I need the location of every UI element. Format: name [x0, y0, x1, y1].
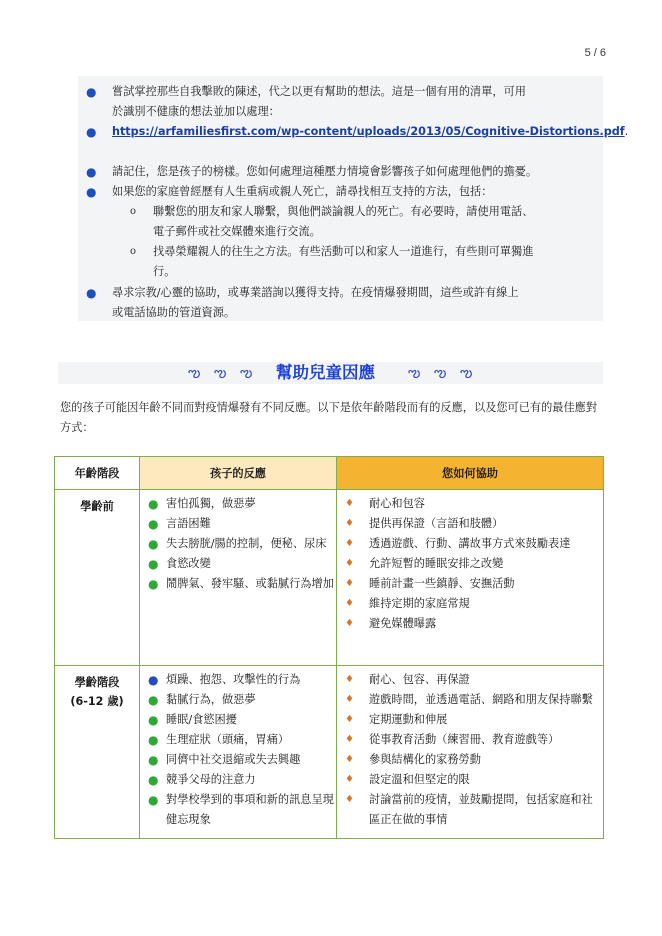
tip-item: 嘗試掌控那些自我擊敗的陳述，代之以更有幫助的想法。這是一個有用的清單，可用: [112, 85, 526, 98]
age-cell: [55, 666, 140, 839]
circle-bullet-icon: o: [130, 206, 137, 217]
ornament-icon: ఌ: [408, 365, 421, 381]
list-item: ● 同儕中社交退縮或失去興趣: [140, 750, 336, 770]
age-range-label: (6-12 歲): [70, 695, 124, 708]
diamond-bullet-icon: ♦: [345, 538, 354, 549]
list-item: ♦ 透過遊戲、行動、講故事方式來鼓勵表達: [337, 534, 603, 554]
ornament-icon: ఌ: [188, 365, 201, 381]
ornament-icon: ఌ: [460, 365, 473, 381]
list-item: ♦ 避免媒體曝露: [337, 614, 603, 634]
header-reactions: 孩子的反應: [140, 457, 337, 490]
intro-paragraph: 您的孩子可能因年齡不同而對疫情爆發有不同反應。以下是依年齡階段而有的反應，以及您可已有的最佳應對方式：: [60, 401, 598, 434]
list-item: ♦ 提供再保證（言語和肢體）: [337, 514, 603, 534]
age-label: 學齡前: [80, 499, 114, 513]
diamond-bullet-icon: ♦: [345, 754, 354, 765]
list-item: ● 鬧脾氣、發牢騷、或黏膩行為增加: [140, 574, 336, 594]
reactions-cell: [140, 490, 337, 666]
table-row: [55, 490, 604, 666]
tip-subitem-cont: 電子郵件或社交媒體來進行交流。: [153, 225, 321, 238]
list-item: ● 食慾改變: [140, 554, 336, 574]
list-item: ♦ 參與結構化的家務勞動: [337, 750, 603, 770]
list-item: ♦ 耐心、包容、再保證: [337, 670, 603, 690]
diamond-bullet-icon: ♦: [345, 518, 354, 529]
link-period: .: [624, 125, 629, 138]
list-item: ● 害怕孤獨，做惡夢: [140, 494, 336, 514]
header-help: 您如何協助: [337, 457, 604, 490]
tip-subitem: 聯繫您的朋友和家人聯繫，與他們談論親人的死亡。有必要時，請使用電話、: [153, 205, 534, 218]
bullet-icon: ●: [86, 286, 97, 300]
page-number: 5 / 6: [584, 47, 606, 59]
cognitive-distortions-link[interactable]: https://arfamiliesfirst.com/wp-content/uploads/2013/05/Cognitive-Distortions.pdf: [112, 125, 625, 138]
help-cell: [337, 490, 604, 666]
age-cell: [55, 490, 140, 666]
diamond-bullet-icon: ♦: [345, 734, 354, 745]
list-item: ♦ 耐心和包容: [337, 494, 603, 514]
tip-item: 尋求宗教/心靈的協助，或專業諮詢以獲得支持。在疫情爆發期間，這些或許有線上: [112, 286, 519, 299]
age-label: 學齡階段: [74, 675, 120, 689]
bullet-icon: ●: [148, 693, 159, 707]
diamond-bullet-icon: ♦: [345, 618, 354, 629]
list-item: ● 睡眠/食慾困擾: [140, 710, 336, 730]
table-row: [55, 666, 604, 839]
list-item: ♦ 允許短暫的睡眠安排之改變: [337, 554, 603, 574]
list-item: ● 對學校學到的事項和新的訊息呈現健忘現象: [140, 790, 336, 830]
list-item: ♦ 設定溫和但堅定的限: [337, 770, 603, 790]
bullet-icon: ●: [148, 537, 159, 551]
bullet-icon: ●: [148, 673, 159, 687]
diamond-bullet-icon: ♦: [345, 714, 354, 725]
ornament-icon: ఌ: [434, 365, 447, 381]
bullet-icon: ●: [86, 185, 97, 199]
list-item: ♦ 睡前計畫一些鎮靜、安撫活動: [337, 574, 603, 594]
bullet-icon: ●: [148, 713, 159, 727]
ornament-icon: ఌ: [240, 365, 253, 381]
ornament-icon: ఌ: [214, 365, 227, 381]
section-title: 幫助兒童因應: [276, 363, 375, 382]
bullet-icon: ●: [148, 733, 159, 747]
list-item: ● 煩躁、抱怨、攻擊性的行為: [140, 670, 336, 690]
list-item: ♦ 遊戲時間，並透過電話、網路和朋友保持聯繫: [337, 690, 603, 710]
list-item: ♦ 從事教育活動（練習冊、教育遊戲等）: [337, 730, 603, 750]
diamond-bullet-icon: ♦: [345, 674, 354, 685]
bullet-icon: ●: [148, 773, 159, 787]
tip-item: 如果您的家庭曾經歷有人生重病或親人死亡，請尋找相互支持的方法，包括：: [112, 185, 493, 198]
age-response-table: [54, 456, 604, 839]
list-item: ● 言語困難: [140, 514, 336, 534]
header-age: 年齡階段: [55, 457, 140, 490]
bullet-icon: ●: [148, 517, 159, 531]
list-item: ♦ 討論當前的疫情，並鼓勵提問，包括家庭和社區正在做的事情: [337, 790, 603, 830]
list-item: ● 競爭父母的注意力: [140, 770, 336, 790]
circle-bullet-icon: o: [130, 246, 137, 257]
list-item: ● 失去膀胱/腸的控制，便秘、尿床: [140, 534, 336, 554]
tip-link-line: [112, 122, 628, 142]
tip-item-cont: 或電話協助的管道資源。: [112, 306, 236, 319]
list-item: ♦ 維持定期的家庭常規: [337, 594, 603, 614]
tip-item-cont: 於識別不健康的想法並加以處理：: [112, 105, 280, 118]
bullet-icon: ●: [86, 125, 97, 139]
diamond-bullet-icon: ♦: [345, 558, 354, 569]
tip-subitem-cont: 行。: [153, 265, 176, 278]
bullet-icon: ●: [148, 793, 159, 807]
diamond-bullet-icon: ♦: [345, 774, 354, 785]
list-item: ♦ 定期運動和伸展: [337, 710, 603, 730]
diamond-bullet-icon: ♦: [345, 598, 354, 609]
bullet-icon: ●: [148, 497, 159, 511]
tip-subitem: 找尋榮耀親人的往生之方法。有些活動可以和家人一道進行，有些則可單獨進: [153, 245, 534, 258]
tip-item: 請記住，您是孩子的榜樣。您如何處理這種壓力情境會影響孩子如何處理他們的擔憂。: [112, 165, 538, 178]
bullet-icon: ●: [148, 753, 159, 767]
help-cell: [337, 666, 604, 839]
reactions-cell: [140, 666, 337, 839]
diamond-bullet-icon: ♦: [345, 578, 354, 589]
diamond-bullet-icon: ♦: [345, 794, 354, 805]
list-item: ● 生理症狀（頭痛，胃痛）: [140, 730, 336, 750]
diamond-bullet-icon: ♦: [345, 498, 354, 509]
bullet-icon: ●: [86, 165, 97, 179]
bullet-icon: ●: [148, 577, 159, 591]
bullet-icon: ●: [148, 557, 159, 571]
bullet-icon: ●: [86, 85, 97, 99]
list-item: ● 黏膩行為，做惡夢: [140, 690, 336, 710]
diamond-bullet-icon: ♦: [345, 694, 354, 705]
